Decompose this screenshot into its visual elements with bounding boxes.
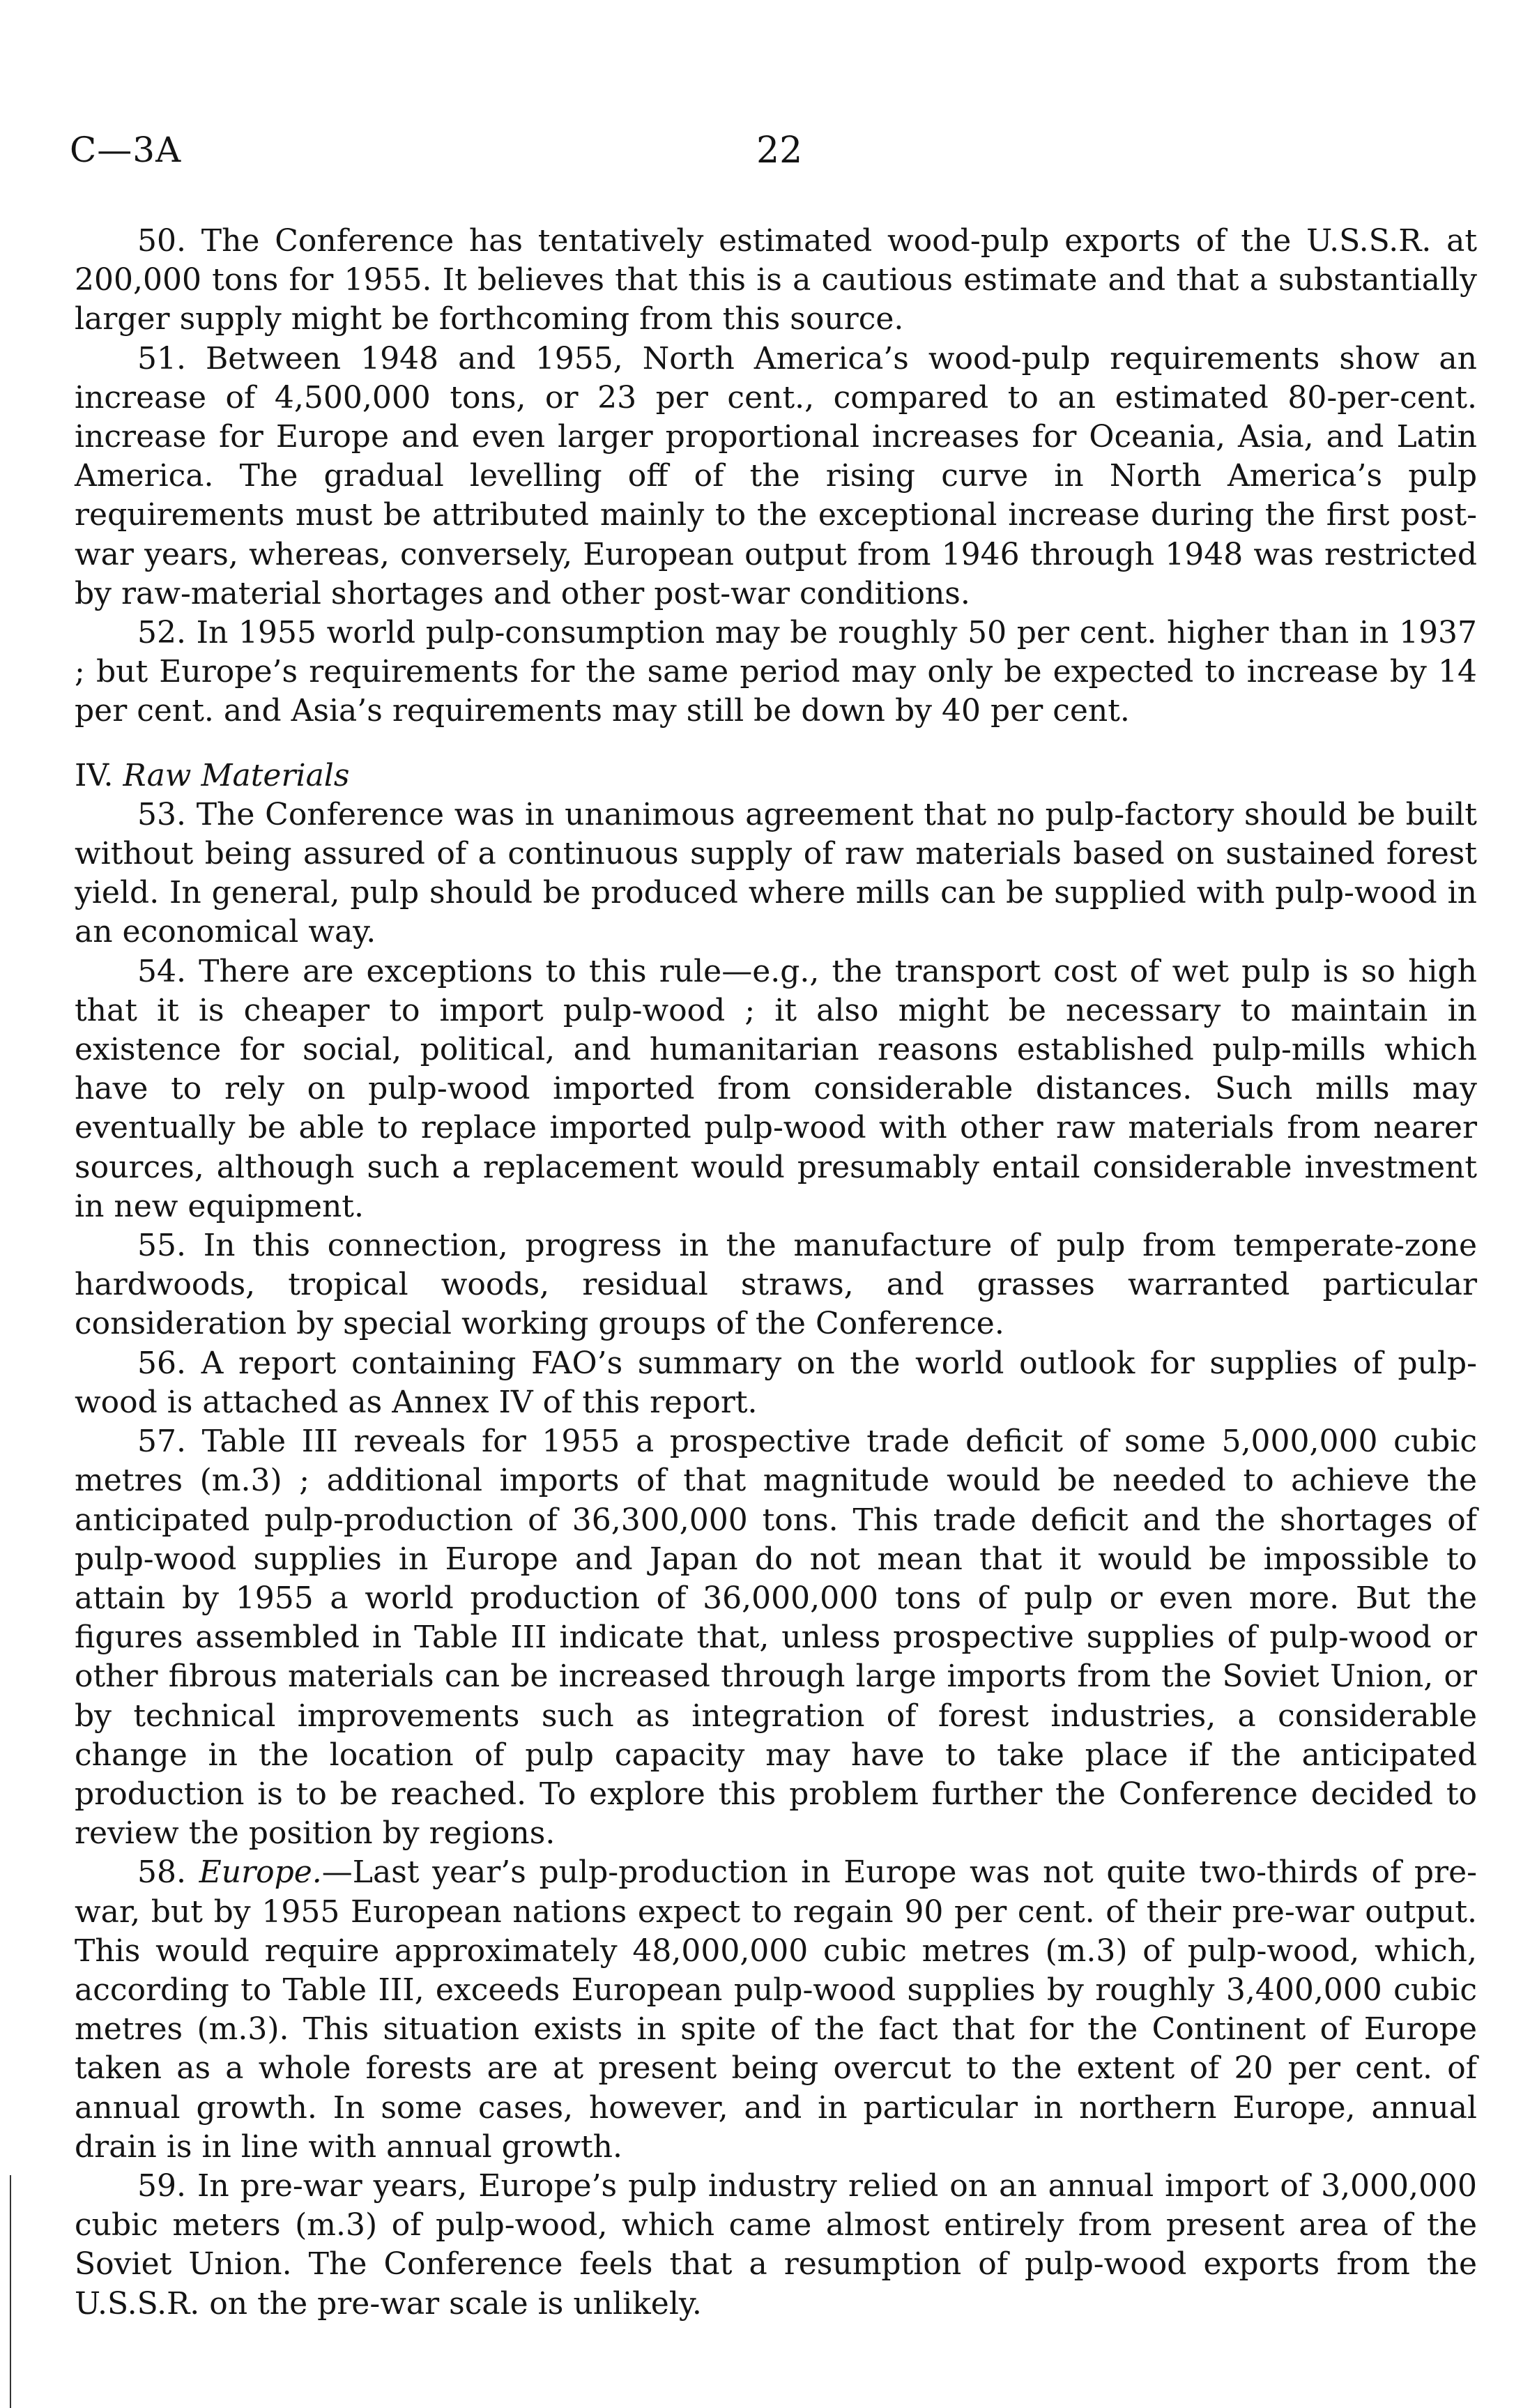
paragraph-number: 54. <box>137 953 199 989</box>
section-title: Raw Materials <box>123 757 350 793</box>
body-text <box>75 222 1477 2324</box>
page-number: 22 <box>756 130 803 172</box>
paragraph-text: The Conference has tentatively estimated wood-pulp exports of the U.S.S.R. at 200,000 tons for 1955. It believes that this is a cautious estimate and that a substantially larger supply might be forthcoming from this source. <box>75 223 1478 337</box>
page-header <box>0 130 1530 178</box>
paragraph-text: Between 1948 and 1955, North America’s wood-pulp requirements show an increase of 4,500,000 tons, or 23 per cent., compared to an estimated 80-per-cent. increase for Europe and even larger proportional increases for Oceania, Asia, and Latin America. The gradual levelling off of the rising curve in North America’s pulp requirements must be attributed mainly to the exceptional increase during the first post-war years, whereas, conversely, European output from 1946 through 1948 was restricted by raw-material shortages and other post-war conditions. <box>75 340 1477 611</box>
paragraph-text: In 1955 world pulp-consumption may be roughly 50 per cent. higher than in 1937 ; but Europe’s requirements for the same period may only be expected to increase by 14 per cent. and Asia’s requirements may still be down by 40 per cent. <box>75 615 1477 729</box>
paragraph-54 <box>75 952 1477 1226</box>
document-code: C—3A <box>70 130 182 170</box>
paragraph-58 <box>75 1853 1477 2167</box>
paragraph-text: The Conference was in unanimous agreement that no pulp-factory should be built without being assured of a continuous supply of raw materials based on sustained forest yield. In general, pulp should be produced where mills can be supplied with pulp-wood in an economical way. <box>75 796 1477 950</box>
paragraph-56 <box>75 1344 1477 1422</box>
paragraph-number: 51. <box>137 340 206 376</box>
paragraph-number: 52. <box>137 615 197 651</box>
paragraph-text: —Last year’s pulp-production in Europe was not quite two-thirds of pre-war, but by 1955 European nations expect to regain 90 per cent. of their pre-war output. This would require approximately 48,000,000 cubic metres (m.3) of pulp-wood, which, according to Table III, exceeds European pulp-wood supplies by roughly 3,400,000 cubic metres (m.3). This situation exists in spite of the fact that for the Continent of Europe taken as a whole forests are at present being overcut to the extent of 20 per cent. of annual growth. In some cases, however, and in particular in northern Europe, annual drain is in line with annual growth. <box>75 1854 1477 2165</box>
paragraph-52 <box>75 614 1477 731</box>
paragraph-number: 53. <box>137 796 197 832</box>
paragraph-55 <box>75 1226 1477 1344</box>
paragraph-text: In this connection, progress in the manufacture of pulp from temperate-zone hardwoods, tropical woods, residual straws, and grasses warranted particular consideration by special working groups of the Conference. <box>75 1228 1477 1342</box>
left-margin-rule <box>10 2175 11 2408</box>
paragraph-number: 57. <box>137 1424 202 1460</box>
paragraph-text: There are exceptions to this rule—e.g., the transport cost of wet pulp is so high that it is cheaper to import pulp-wood ; it also might be necessary to maintain in existence for social, political, and humanitarian reasons established pulp-mills which have to rely on pulp-wood imported from considerable distances. Such mills may eventually be able to replace imported pulp-wood with other raw materials from nearer sources, although such a replacement would presumably entail considerable investment in new equipment. <box>75 953 1477 1224</box>
paragraph-number: 58. <box>137 1854 199 1891</box>
paragraph-text: A report containing FAO’s summary on the world outlook for supplies of pulp-wood is attached as Annex IV of this report. <box>75 1345 1477 1420</box>
paragraph-57 <box>75 1422 1477 1853</box>
paragraph-number: 55. <box>137 1228 204 1264</box>
paragraph-text: In pre-war years, Europe’s pulp industry relied on an annual import of 3,000,000 cubic meters (m.3) of pulp-wood, which came almost entirely from present area of the Soviet Union. The Conference feels that a resumption of pulp-wood exports from the U.S.S.R. on the pre-war scale is unlikely. <box>75 2167 1478 2322</box>
paragraph-text: Table III reveals for 1955 a prospective trade deficit of some 5,000,000 cubic metres (m.3) ; additional imports of that magnitude would be needed to achieve the anticipated pulp-production of 36,300,000 tons. This trade deficit and the shortages of pulp-wood supplies in Europe and Japan do not mean that it would be impossible to attain by 1955 a world production of 36,000,000 tons of pulp or even more. But the figures assembled in Table III indicate that, unless prospective supplies of pulp-wood or other fibrous materials can be increased through large imports from the Soviet Union, or by technical improvements such as integration of forest industries, a considerable change in the location of pulp capacity may have to take place if the anticipated production is to be reached. To explore this problem further the Conference decided to review the position by regions. <box>75 1424 1478 1852</box>
paragraph-53 <box>75 795 1477 952</box>
section-heading <box>75 756 1477 795</box>
paragraph-number: 50. <box>137 223 201 259</box>
paragraph-59 <box>75 2167 1477 2324</box>
section-number: IV. <box>75 757 123 793</box>
paragraph-51 <box>75 340 1477 614</box>
paragraph-number: 56. <box>137 1345 201 1381</box>
paragraph-number: 59. <box>137 2167 197 2204</box>
paragraph-lead: Europe. <box>199 1854 322 1891</box>
paragraph-50 <box>75 222 1477 340</box>
